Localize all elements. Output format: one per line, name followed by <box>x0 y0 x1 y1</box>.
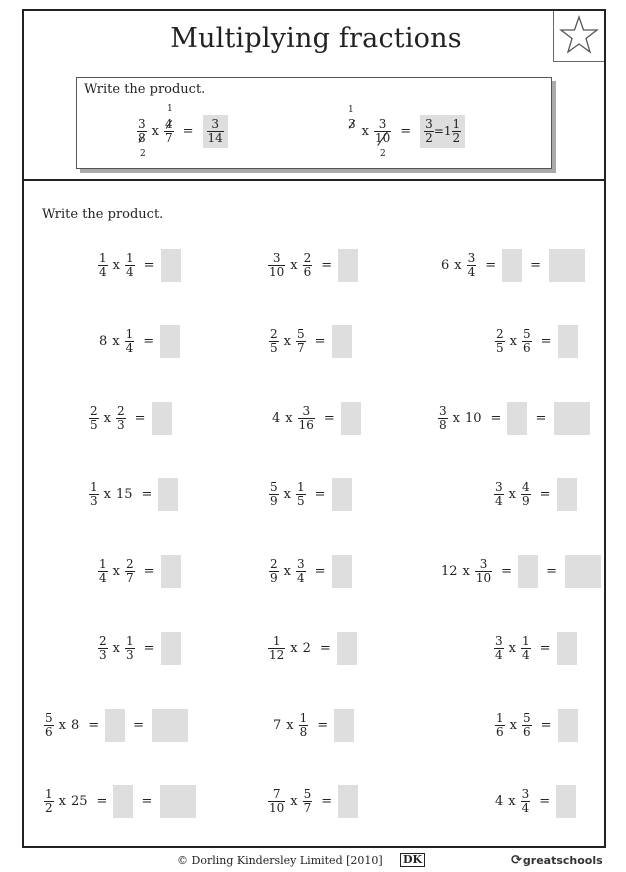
answer-box-simplify[interactable] <box>518 555 538 588</box>
fraction: $\frac{2}{7}$ <box>125 556 134 585</box>
times-sign: x <box>454 257 462 273</box>
fraction: $\frac{5}{9}$ <box>270 479 278 508</box>
times-sign: x <box>283 563 291 579</box>
fraction: $\frac{3}{16}$ <box>298 403 314 432</box>
equals-sign: = <box>490 410 502 426</box>
times-sign: x <box>283 486 291 502</box>
times-sign: x <box>508 486 516 502</box>
fraction: $\frac{5}{6}$ <box>522 710 531 739</box>
fraction: $\frac{1}{4}$ <box>99 250 107 279</box>
equals-sign: = <box>134 410 146 426</box>
equals-sign: = <box>133 717 145 733</box>
problem-r4c1 <box>89 474 178 514</box>
equals-sign: = <box>321 793 333 809</box>
equals-sign: = <box>96 793 108 809</box>
example-right-fraction-b: 3 10 2 <box>374 116 391 159</box>
problem-r4c3 <box>494 474 577 514</box>
star-icon <box>559 15 599 55</box>
times-sign: x <box>509 333 517 349</box>
answer-box-simplify[interactable] <box>507 402 527 435</box>
answer-box[interactable] <box>558 709 578 742</box>
answer-box-simplify[interactable] <box>113 785 133 818</box>
problem-r8c1 <box>44 781 196 821</box>
equals-sign: = <box>535 410 547 426</box>
worked-example <box>76 77 552 169</box>
times-sign: x <box>462 563 470 579</box>
fraction: $\frac{4}{9}$ <box>521 479 530 508</box>
problem-r5c2 <box>269 551 352 591</box>
answer-box[interactable] <box>334 709 354 742</box>
dk-logo: DK <box>400 853 425 867</box>
whole-number: 6 <box>441 257 450 273</box>
fraction: $\frac{3}{10}$ <box>475 556 492 585</box>
worksheet <box>22 9 606 848</box>
answer-box[interactable] <box>161 555 181 588</box>
equals-sign: = <box>143 563 155 579</box>
star-badge <box>553 11 604 62</box>
example-right-answer: $\frac{3}{2}$ =1 $\frac{1}{2}$ <box>420 115 465 148</box>
whole-number: 8 <box>70 717 80 733</box>
fraction: $\frac{5}{7}$ <box>303 786 312 815</box>
problem-r3c2 <box>272 398 361 438</box>
problem-r7c1 <box>44 705 188 745</box>
times-sign: x <box>58 793 66 809</box>
greatschools-swirl-icon: ⟳ <box>511 853 522 868</box>
times-sign: x <box>58 717 66 733</box>
fraction: $\frac{1}{4}$ <box>125 326 134 355</box>
example-right-fraction-a: 1 3 <box>348 104 356 131</box>
problem-r2c1 <box>99 321 180 361</box>
fraction: $\frac{2}{9}$ <box>270 556 278 585</box>
fraction: $\frac{3}{4}$ <box>495 479 503 508</box>
fraction: $\frac{7}{10}$ <box>269 786 285 815</box>
greatschools-logo: ⟳greatschools <box>511 853 603 868</box>
problem-r4c2 <box>269 474 352 514</box>
answer-box[interactable] <box>152 402 172 435</box>
problem-r6c3 <box>494 628 577 668</box>
equals-sign: = <box>321 257 333 273</box>
answer-box[interactable] <box>341 402 361 435</box>
problem-r6c2 <box>268 628 357 668</box>
answer-box[interactable] <box>549 249 585 282</box>
equals-sign: = <box>540 717 552 733</box>
equals-sign: = <box>539 486 551 502</box>
problem-r5c3 <box>441 551 601 591</box>
problem-r1c3 <box>441 245 585 285</box>
times-sign: x <box>103 486 111 502</box>
whole-number: 10 <box>464 410 482 426</box>
times-sign: x <box>112 640 120 656</box>
answer-box[interactable] <box>161 632 181 665</box>
fraction: $\frac{5}{7}$ <box>296 326 305 355</box>
whole-number: 2 <box>302 640 311 656</box>
instruction: Write the product. <box>42 207 164 222</box>
example-left-fraction-b: 1 4 7 <box>164 103 173 145</box>
equals-sign: = <box>540 333 552 349</box>
equals-sign: = <box>88 717 100 733</box>
fraction: $\frac{2}{3}$ <box>116 403 125 432</box>
problem-r6c1 <box>98 628 181 668</box>
whole-number: 25 <box>70 793 88 809</box>
equals-sign: = <box>323 410 335 426</box>
problem-r1c2 <box>268 245 358 285</box>
times-sign: x <box>285 410 293 426</box>
equals-sign: = <box>141 486 153 502</box>
answer-box[interactable] <box>332 555 352 588</box>
problem-r1c1 <box>98 245 181 285</box>
example-instruction: Write the product. <box>84 82 206 97</box>
fraction: $\frac{3}{4}$ <box>495 633 503 662</box>
answer-box[interactable] <box>160 785 196 818</box>
answer-box[interactable] <box>338 785 358 818</box>
problem-r7c3 <box>495 705 578 745</box>
fraction: $\frac{1}{12}$ <box>269 633 285 662</box>
answer-box[interactable] <box>160 325 180 358</box>
equals-sign: = <box>143 640 155 656</box>
answer-box[interactable] <box>565 555 601 588</box>
footer <box>0 852 626 872</box>
equals-sign: = <box>530 257 542 273</box>
equals-sign: = <box>314 563 326 579</box>
section-divider <box>24 179 604 181</box>
whole-number: 12 <box>441 563 458 579</box>
equals-sign: = <box>485 257 497 273</box>
times-sign: x <box>290 640 298 656</box>
times-sign: x <box>103 410 111 426</box>
fraction: $\frac{2}{6}$ <box>303 250 312 279</box>
whole-number: 15 <box>115 486 133 502</box>
fraction: $\frac{1}{3}$ <box>125 633 134 662</box>
fraction: $\frac{3}{4}$ <box>521 786 530 815</box>
fraction: $\frac{2}{3}$ <box>99 633 107 662</box>
times-sign: x <box>508 640 516 656</box>
fraction: $\frac{2}{5}$ <box>270 326 278 355</box>
answer-box[interactable] <box>152 709 188 742</box>
problem-r7c2 <box>273 705 354 745</box>
answer-box[interactable] <box>332 325 352 358</box>
fraction: $\frac{1}{5}$ <box>296 479 305 508</box>
answer-box[interactable] <box>158 478 178 511</box>
fraction: $\frac{1}{4}$ <box>125 250 134 279</box>
page-title: Multiplying fractions <box>170 23 462 54</box>
fraction: $\frac{3}{8}$ <box>439 403 447 432</box>
answer-box-simplify[interactable] <box>502 249 522 282</box>
equals-sign: = <box>319 640 331 656</box>
answer-box[interactable] <box>338 249 358 282</box>
answer-box[interactable] <box>554 402 590 435</box>
equals-sign: = <box>141 793 153 809</box>
whole-number: 8 <box>99 333 108 349</box>
equals-sign: = <box>314 486 326 502</box>
equals-sign: = <box>501 563 513 579</box>
answer-box[interactable] <box>556 785 576 818</box>
fraction: $\frac{1}{3}$ <box>90 479 98 508</box>
problem-r3c3 <box>438 398 590 438</box>
copyright: © Dorling Kindersley Limited [2010] <box>177 854 383 867</box>
example-left-fraction-a: 3 8 2 <box>138 116 146 159</box>
fraction: $\frac{1}{4}$ <box>99 556 107 585</box>
problem-r3c1 <box>89 398 172 438</box>
answer-box-simplify[interactable] <box>105 709 125 742</box>
times-sign: x <box>286 717 294 733</box>
fraction: $\frac{1}{2}$ <box>45 786 53 815</box>
fraction: $\frac{1}{4}$ <box>521 633 530 662</box>
answer-box[interactable] <box>332 478 352 511</box>
equals-sign: = <box>546 563 557 579</box>
fraction: $\frac{5}{6}$ <box>45 710 53 739</box>
fraction: $\frac{2}{5}$ <box>496 326 504 355</box>
example-left-answer: $\frac{3}{14}$ <box>203 115 228 148</box>
answer-box[interactable] <box>557 632 577 665</box>
answer-box[interactable] <box>558 325 578 358</box>
answer-box[interactable] <box>557 478 577 511</box>
fraction: $\frac{3}{10}$ <box>269 250 285 279</box>
times-sign: x <box>290 793 298 809</box>
times-sign: x <box>290 257 298 273</box>
equals-sign: = <box>143 333 155 349</box>
equals-sign: = <box>539 793 551 809</box>
problem-r8c2 <box>268 781 358 821</box>
fraction: $\frac{3}{4}$ <box>467 250 476 279</box>
problem-r2c2 <box>269 321 352 361</box>
times-sign: x <box>112 563 120 579</box>
fraction: $\frac{3}{4}$ <box>296 556 305 585</box>
equals-sign: = <box>314 333 326 349</box>
fraction: $\frac{5}{6}$ <box>522 326 531 355</box>
times-sign: x <box>509 717 517 733</box>
fraction: $\frac{1}{6}$ <box>496 710 504 739</box>
answer-box[interactable] <box>337 632 357 665</box>
equals-sign: = <box>317 717 329 733</box>
times-sign: x <box>112 333 120 349</box>
fraction: $\frac{1}{8}$ <box>299 710 308 739</box>
problem-r2c3 <box>495 321 578 361</box>
answer-box[interactable] <box>161 249 181 282</box>
problem-r5c1 <box>98 551 181 591</box>
times-sign: x <box>283 333 291 349</box>
problem-r8c3 <box>495 781 576 821</box>
times-sign: x <box>508 793 516 809</box>
whole-number: 7 <box>273 717 282 733</box>
times-sign: x <box>452 410 460 426</box>
example-right: 1 3 x 3 10 2 = $\frac{3}{2}$ =1 $\frac{1}{2}$ <box>347 106 465 156</box>
example-left: 3 8 2 x 1 4 7 = $\frac{3}{14}$ <box>137 106 228 156</box>
equals-sign: = <box>143 257 155 273</box>
whole-number: 4 <box>495 793 504 809</box>
fraction: $\frac{2}{5}$ <box>90 403 98 432</box>
equals-sign: = <box>539 640 551 656</box>
whole-number: 4 <box>272 410 281 426</box>
times-sign: x <box>112 257 120 273</box>
